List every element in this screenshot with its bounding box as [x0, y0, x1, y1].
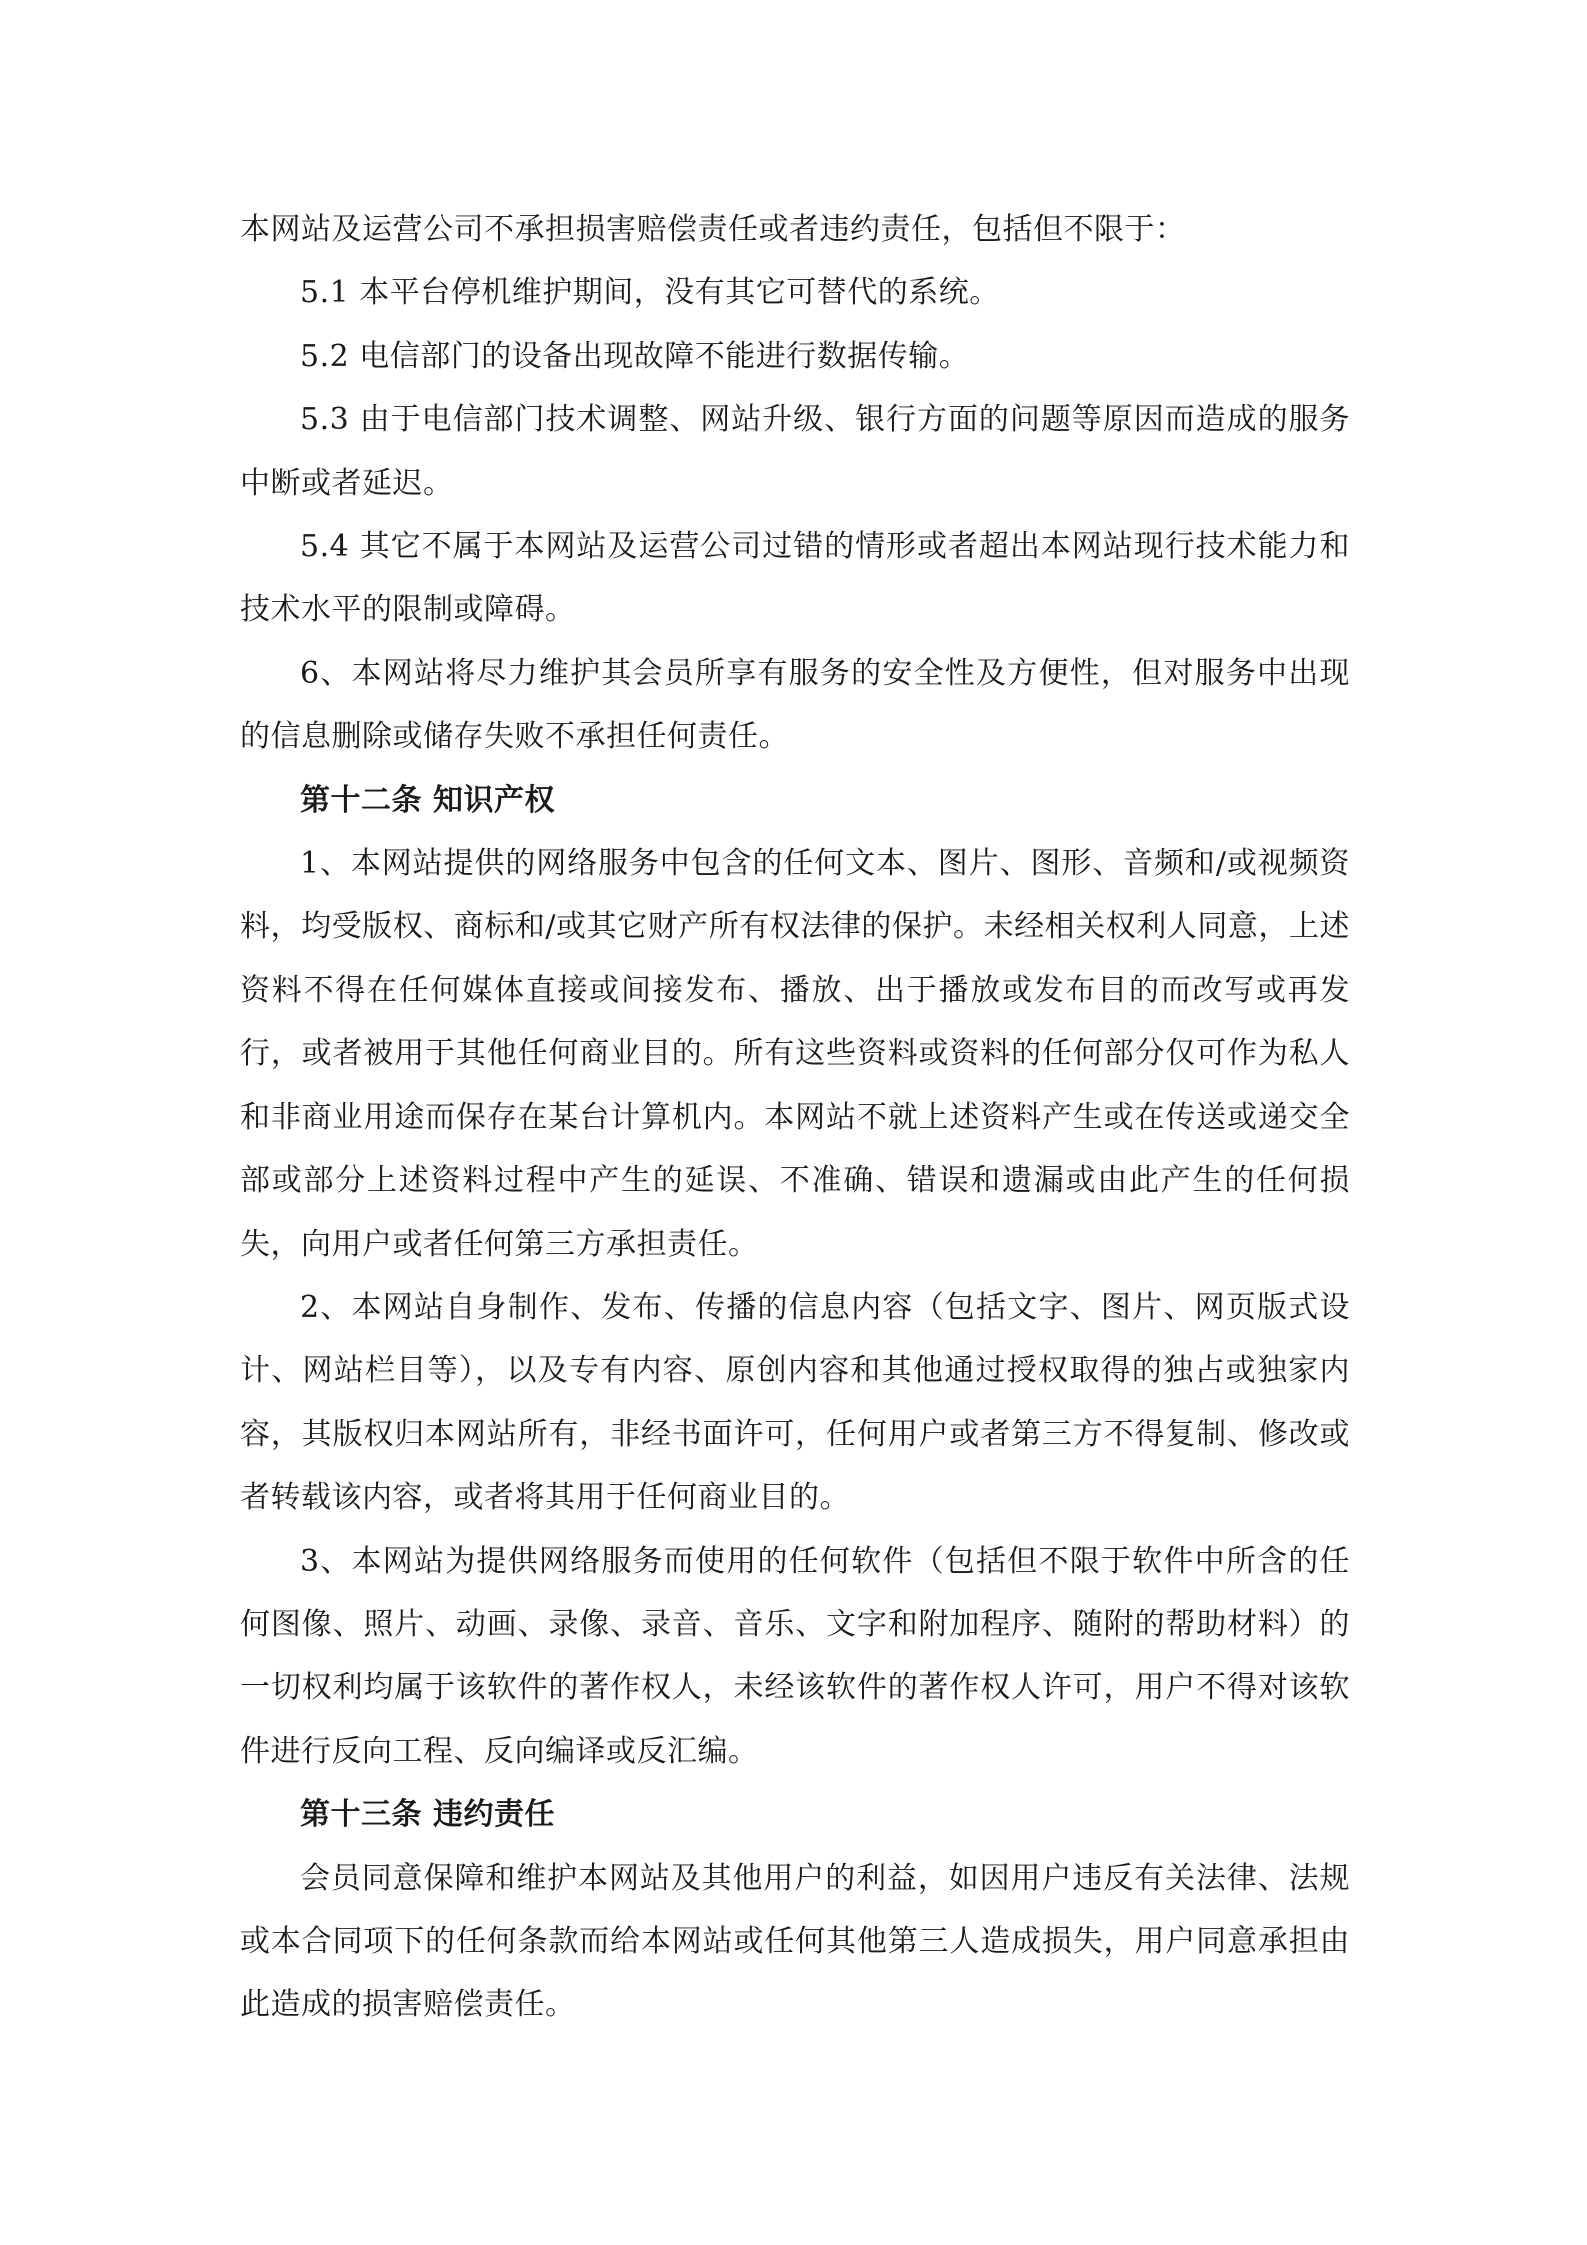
paragraph-ip-3: 3、本网站为提供网络服务而使用的任何软件（包括但不限于软件中所含的任何图像、照片、动画、录像、录音、音乐、文字和附加程序、随附的帮助材料）的一切权利均属于该软件的著作权人，未经该软件的著作权人许可，用户不得对该软件进行反向工程、反向编译或反汇编。 [240, 1543, 1350, 1769]
paragraph-5-2: 5.2 电信部门的设备出现故障不能进行数据传输。 [300, 338, 970, 374]
paragraph-5-1: 5.1 本平台停机维护期间，没有其它可替代的系统。 [300, 275, 1000, 311]
paragraph-liability-intro: 本网站及运营公司不承担损害赔偿责任或者违约责任，包括但不限于： [240, 212, 1186, 247]
document-page [240, 198, 1350, 2037]
paragraph-5-4: 5.4 其它不属于本网站及运营公司过错的情形或者超出本网站现行技术能力和技术水平的限制或障碍。 [240, 529, 1350, 628]
paragraph-ip-2: 2、本网站自身制作、发布、传播的信息内容（包括文字、图片、网页版式设计、网站栏目等），以及专有内容、原创内容和其他通过授权取得的独占或独家内容，其版权归本网站所有，非经书面许可，任何用户或者第三方不得复制、修改或者转载该内容，或者将其用于任何商业目的。 [240, 1289, 1350, 1516]
paragraph-breach: 会员同意保障和维护本网站及其他用户的利益，如因用户违反有关法律、法规或本合同项下的任何条款而给本网站或任何其他第三人造成损失，用户同意承担由此造成的损害赔偿责任。 [240, 1860, 1350, 2023]
paragraph-6: 6、本网站将尽力维护其会员所享有服务的安全性及方便性，但对服务中出现的信息删除或储存失败不承担任何责任。 [240, 655, 1350, 755]
paragraph-ip-1: 1、本网站提供的网络服务中包含的任何文本、图片、图形、音频和/或视频资料，均受版权、商标和/或其它财产所有权法律的保护。未经相关权利人同意，上述资料不得在任何媒体直接或间接发布、播放、出于播放或发布目的而改写或再发行，或者被用于其他任何商业目的。所有这些资料或资料的任何部分仅可作为私人和非商业用途而保存在某台计算机内。本网站不就上述资料产生或在传送或递交全部或部分上述资料过程中产生的延误、不准确、错误和遗漏或由此产生的任何损失，向用户或者任何第三方承担责任。 [240, 846, 1350, 1262]
paragraph-5-3: 5.3 由于电信部门技术调整、网站升级、银行方面的问题等原因而造成的服务中断或者延迟。 [240, 402, 1350, 501]
section-heading-article-13: 第十三条 违约责任 [300, 1797, 555, 1833]
section-heading-article-12: 第十二条 知识产权 [300, 782, 555, 818]
